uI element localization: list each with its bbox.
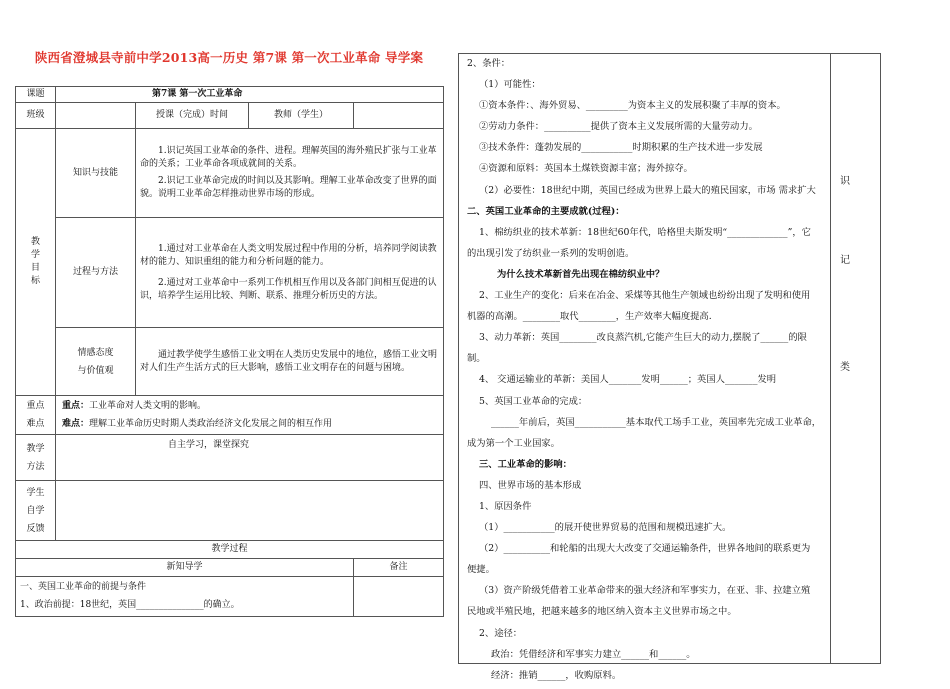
document-title: 陕西省澄城县寺前中学2013高一历史 第7课 第一次工业革命 导学案 <box>34 50 424 65</box>
content-line: 四、世界市场的基本形成 <box>479 479 582 491</box>
content-line: （1）___________的展开使世界贸易的范围和规模迅速扩大。 <box>479 522 732 534</box>
content-line: ①资本条件：、海外贸易、_________为资本主义的发展积聚了丰厚的资本。 <box>479 100 786 112</box>
content-line: 的出现引发了纺织业一系列的发明创造。 <box>467 247 635 259</box>
method-label: 教学 方法 <box>16 435 56 481</box>
goals-label: 教 学 目 标 <box>16 129 56 396</box>
content-line: 1、原因条件 <box>479 500 532 512</box>
notes-divider <box>830 54 831 663</box>
goal-knowledge-text: 1.识记英国工业革命的条件、进程。理解英国的海外殖民扩张与工业革命的关系；工业革命各项成就间的关系。 2.识记工业革命完成的时间以及其影响。理解工业革命改变了世界的面貌。说明工业革命怎样推动世界市场的形成。 <box>136 129 444 218</box>
content-line: 二、英国工业革命的主要成就(过程)： <box>467 205 625 217</box>
goal-emotion-text: 通过教学使学生感悟工业文明在人类历史发展中的地位，感悟工业文明对人们生产生活方式的巨大影响，感悟工业文明存在的问题与困境。 <box>136 328 444 396</box>
content-line: ______年前后，英国___________基本取代工场手工业，英国率先完成工业革命， <box>491 416 822 428</box>
teacher-label: 教师（学生） <box>249 103 354 129</box>
content-line: 经济：推销______，收购原料。 <box>491 669 622 681</box>
feedback-content <box>56 481 444 541</box>
goal-knowledge-label: 知识与技能 <box>56 129 136 218</box>
content-line: 机器的高潮。________取代________，生产效率大幅度提高. <box>467 311 712 323</box>
side-label-remember: 记 <box>840 255 850 266</box>
class-value <box>56 103 136 129</box>
content-line: 为什么技术革新首先出现在棉纺织业中？ <box>497 268 665 280</box>
key-difficulty-label: 重点 难点 <box>16 396 56 435</box>
content-line: （3）资产阶级凭借着工业革命带来的强大经济和军事实力，在亚、非、拉建立殖 <box>479 585 811 597</box>
content-line: 4、 交通运输业的革新：美国人_______发明______；英国人_______发明 <box>479 374 777 386</box>
content-line: 政治：凭借经济和军事实力建立______和______。 <box>491 648 696 660</box>
content-line: 2、工业生产的变化：后来在冶金、采煤等其他生产领域也纷纷出现了发明和使用 <box>479 290 811 302</box>
right-panel <box>458 53 881 681</box>
content-line: （2）__________和轮船的出现大大改变了交通运输条件，世界各地间的联系更为 <box>479 543 811 555</box>
goal-process-text: 1.通过对工业革命在人类文明发展过程中作用的分析，培养同学阅读教材的能力、知识重组的能力和分析问题的能力。 2.通过对工业革命中一系列工作机相互作用以及各部门间相互促进的认识，培养学生运用比较、判断、联系、推理分析历史的方法。 <box>136 218 444 328</box>
content-line: 成为第一个工业国家。 <box>467 437 560 449</box>
content-line: （2）必要性：18世纪中期，英国已经成为世界上最大的殖民国家，市场 需求扩大 <box>479 184 816 196</box>
content-line: 1、棉纺织业的技术革新：18世纪60年代，哈格里夫斯发明“_____________”，它 <box>479 226 811 238</box>
section1-content: 一、英国工业革命的前提与条件 1、政治前提：18世纪，英国_______________的确立。 <box>16 577 354 617</box>
new-guide-label: 新知导学 <box>16 559 354 577</box>
content-line: 三、工业革命的影响： <box>479 458 572 470</box>
class-label: 班级 <box>16 103 56 129</box>
content-line: ②劳动力条件：__________提供了资本主义发展所需的大量劳动力。 <box>479 121 758 133</box>
teach-time-label: 授课（完成）时间 <box>136 103 249 129</box>
course-value: 第7课 第一次工业革命 <box>56 87 444 103</box>
teacher-value <box>354 103 444 129</box>
feedback-label: 学生 自学 反馈 <box>16 481 56 541</box>
content-line: ③技术条件：蓬勃发展的___________时期积累的生产技术进一步发展 <box>479 142 763 154</box>
side-label-category: 类 <box>840 362 850 373</box>
remark-cell <box>354 577 444 617</box>
content-line: 2、途径： <box>479 627 523 639</box>
content-line: 便捷。 <box>467 564 495 576</box>
course-label: 课题 <box>16 87 56 103</box>
content-line: ④资源和原料：英国本土煤铁资源丰富；海外掠夺。 <box>479 163 693 175</box>
content-line: 2、条件： <box>467 58 511 69</box>
content-line: 5、英国工业革命的完成： <box>479 395 588 407</box>
method-text: 自主学习，课堂探究 <box>56 435 444 481</box>
lesson-plan-table <box>15 86 444 617</box>
content-line: 民地或半殖民地，把越来越多的地区纳入资本主义世界市场之中。 <box>467 606 737 618</box>
content-line: （1）可能性： <box>479 79 541 91</box>
goal-process-label: 过程与方法 <box>56 218 136 328</box>
content-line: 3、动力革新：英国________改良蒸汽机,它能产生巨大的动力,摆脱了______的限 <box>479 332 807 344</box>
process-label: 教学过程 <box>16 541 444 559</box>
goal-emotion-label: 情感态度 与价值观 <box>56 328 136 396</box>
key-difficulty-text: 重点：工业革命对人类文明的影响。 难点：理解工业革命历史时期人类政治经济文化发展之间的相互作用 <box>56 396 444 435</box>
remark-label: 备注 <box>354 559 444 577</box>
right-content <box>467 56 827 689</box>
content-line: 制。 <box>467 353 486 365</box>
side-label-identify: 识 <box>840 176 850 187</box>
